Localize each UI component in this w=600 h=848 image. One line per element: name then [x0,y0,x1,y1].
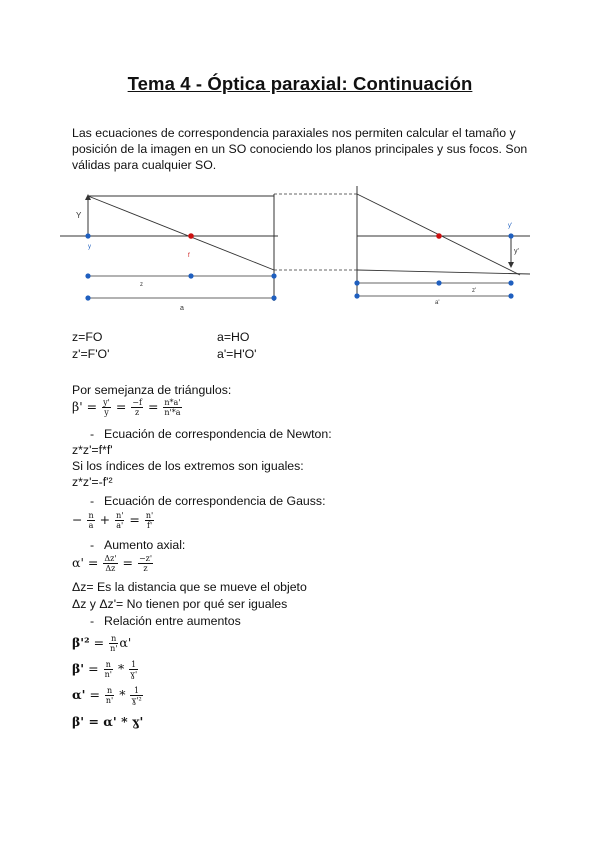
beta-equation: β' = $\frac{y'}{y}$ = $\frac{-f}{z}$ = $\frac{n*a'}{n'*a}$ [72,398,181,417]
def-z-prime: z'=F'O' [72,347,110,361]
gauss-equation: − $\frac{n}{a}$ + $\frac{n'}{a'}$ = $\frac{n'}{f'}$ [72,511,154,530]
indices-text: Si los índices de los extremos son iguales: [72,459,304,473]
gauss-heading: - Ecuación de correspondencia de Gauss: [104,494,325,508]
page-title: Tema 4 - Óptica paraxial: Continuación [127,73,473,94]
def-a: a=HO [217,330,250,344]
delta-zz-text: Δz y Δz'= No tienen por qué ser iguales [72,597,288,611]
label-z: z [140,282,143,288]
relation-4: β' = α' * ɣ' [72,714,144,729]
def-z: z=FO [72,330,103,344]
label-a: a [180,305,184,312]
label-y: Y [76,211,82,220]
label-y-prime-small: y' [508,223,513,229]
relation-2: β' = $\frac{n}{n'}$ * $\frac{1}{\text{ɣ'}}$ [72,660,138,679]
semejanza-heading: Por semejanza de triángulos: [72,383,232,397]
newton-equation-2: z*z'=-f'² [72,475,113,489]
label-a-prime: a' [435,300,440,306]
definition-row-1 [72,330,250,344]
label-y-prime: y' [514,248,519,255]
relacion-heading: - Relación entre aumentos [104,614,241,628]
axial-equation: α' = $\frac{\Delta z'}{\Delta z}$ = $\frac{-z'}{z}$ [72,554,153,573]
definition-row-2 [72,347,257,361]
newton-heading: - Ecuación de correspondencia de Newton: [104,427,332,441]
relation-3: α' = $\frac{n}{n'}$ * $\frac{1}{\text{ɣ'²}}$ [72,686,142,705]
intro-paragraph: Las ecuaciones de correspondencia paraxiales nos permiten calcular el tamaño y posición de la imagen en un SO conociendo los planos principales y sus focos. Son válidas para cualquier SO. [72,126,528,172]
label-y-small: y [88,244,91,250]
object-node [85,233,90,238]
ray-right-bottom [357,270,530,274]
axial-heading: - Aumento axial: [104,538,185,552]
label-f: f [188,253,190,259]
def-a-prime: a'=H'O' [217,347,257,361]
image-arrow-head [508,262,514,268]
newton-equation: z*z'=f*f' [72,443,113,457]
focus-f [188,233,194,239]
delta-z-text: Δz= Es la distancia que se mueve el objeto [72,580,307,594]
ray-left [88,196,274,270]
label-z-prime: z' [472,288,477,294]
optics-diagram [60,186,540,316]
relation-1: β'² = $\frac{n}{n'}$ α' [72,634,132,653]
image-node [508,233,513,238]
focus-f-prime [436,233,442,239]
